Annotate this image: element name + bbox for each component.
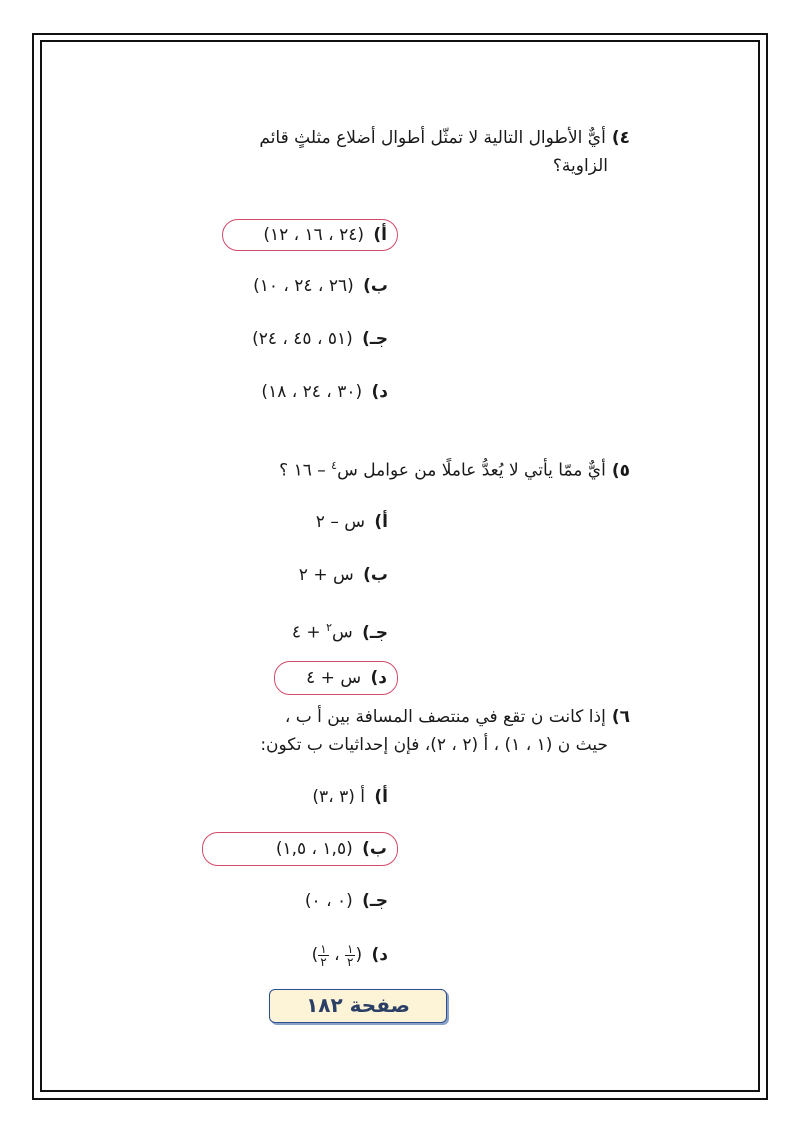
q5-option-d[interactable] bbox=[274, 661, 398, 695]
question-4-number: ٤) bbox=[611, 128, 630, 148]
q5-option-c-letter: جـ) bbox=[362, 622, 388, 643]
question-6-text-line2: حيث ن (١ ، ١) ، أ (٢ ، ٢)، فإن إحداثيات ب تكون: bbox=[260, 735, 608, 755]
q6-option-b-letter: ب) bbox=[362, 839, 387, 859]
q6-option-b[interactable] bbox=[202, 832, 398, 866]
q5-option-c[interactable] bbox=[292, 614, 388, 642]
q4-option-a-value: (٢٤ ، ١٦ ، ١٢) bbox=[263, 225, 364, 245]
question-5-text-end: – ١٦ ؟ bbox=[279, 460, 332, 481]
question-6-text-line1: إذا كانت ن تقع في منتصف المسافة بين أ ب ، bbox=[284, 707, 606, 727]
q4-option-c-letter: جـ) bbox=[362, 329, 388, 349]
q5-option-d-value: س + ٤ bbox=[306, 668, 362, 688]
question-5-exponent: ٤ bbox=[331, 459, 338, 472]
page-content bbox=[40, 40, 760, 1092]
question-5-text: أيٌّ ممّا يأتي لا يُعدُّ عاملًا من عوامل س bbox=[337, 460, 606, 481]
q6-option-d-value: ( $\frac{١}{٢}$ ، $\frac{١}{٢}$ ) bbox=[311, 941, 363, 969]
q5-option-b[interactable] bbox=[299, 561, 388, 589]
q4-option-b-value: (٢٦ ، ٢٤ ، ١٠) bbox=[253, 276, 354, 296]
fraction-half-2: $\frac{١}{٢}$ bbox=[320, 941, 327, 969]
q4-option-c[interactable] bbox=[252, 325, 388, 353]
question-6-number: ٦) bbox=[611, 707, 630, 727]
q5-option-d-letter: د) bbox=[370, 668, 387, 688]
q5-option-c-rest: + ٤ bbox=[291, 622, 327, 643]
question-4 bbox=[190, 124, 630, 180]
q5-option-c-var: س bbox=[331, 622, 353, 643]
question-4-text-line2: الزاوية؟ bbox=[552, 156, 608, 176]
q4-option-c-value: (٥١ ، ٤٥ ، ٢٤) bbox=[252, 329, 353, 349]
q6-option-b-value: (١,٥ ، ١,٥) bbox=[275, 839, 353, 859]
q5-option-b-letter: ب) bbox=[363, 565, 388, 585]
q5-option-c-exponent: ٢ bbox=[326, 621, 332, 634]
q4-option-b[interactable] bbox=[253, 272, 388, 300]
q6-option-c[interactable] bbox=[305, 887, 388, 915]
q6-option-d[interactable] bbox=[312, 935, 388, 975]
q6-option-d-letter: د) bbox=[371, 945, 388, 965]
page-number-label: صفحة ١٨٢ bbox=[306, 993, 410, 1017]
q6-option-a-letter: أ) bbox=[374, 787, 388, 807]
q4-option-a-letter: أ) bbox=[373, 225, 387, 245]
q4-option-d[interactable] bbox=[261, 378, 388, 406]
q5-option-a-letter: أ) bbox=[374, 512, 388, 532]
page-number-badge bbox=[269, 989, 447, 1023]
fraction-half-1: $\frac{١}{٢}$ bbox=[347, 941, 354, 969]
q4-option-d-value: (٣٠ ، ٢٤ ، ١٨) bbox=[261, 382, 363, 402]
q5-option-b-value: س + ٢ bbox=[298, 565, 354, 585]
question-5-number: ٥) bbox=[611, 460, 630, 481]
question-4-text-line1: أيٌّ الأطوال التالية لا تمثّل أطوال أضلاع مثلثٍ قائم bbox=[259, 128, 606, 148]
question-6 bbox=[190, 703, 630, 759]
q4-option-a[interactable] bbox=[222, 219, 398, 251]
q5-option-a-value: س – ٢ bbox=[315, 512, 365, 532]
q6-option-a[interactable] bbox=[312, 783, 388, 811]
q6-option-a-value: أ (٣ ،٣) bbox=[312, 787, 365, 807]
q6-option-c-value: (٠ ، ٠) bbox=[304, 891, 353, 911]
q6-option-c-letter: جـ) bbox=[362, 891, 388, 911]
q4-option-d-letter: د) bbox=[371, 382, 388, 402]
q4-option-b-letter: ب) bbox=[363, 276, 388, 296]
q5-option-a[interactable] bbox=[316, 508, 388, 536]
question-5 bbox=[190, 452, 630, 485]
